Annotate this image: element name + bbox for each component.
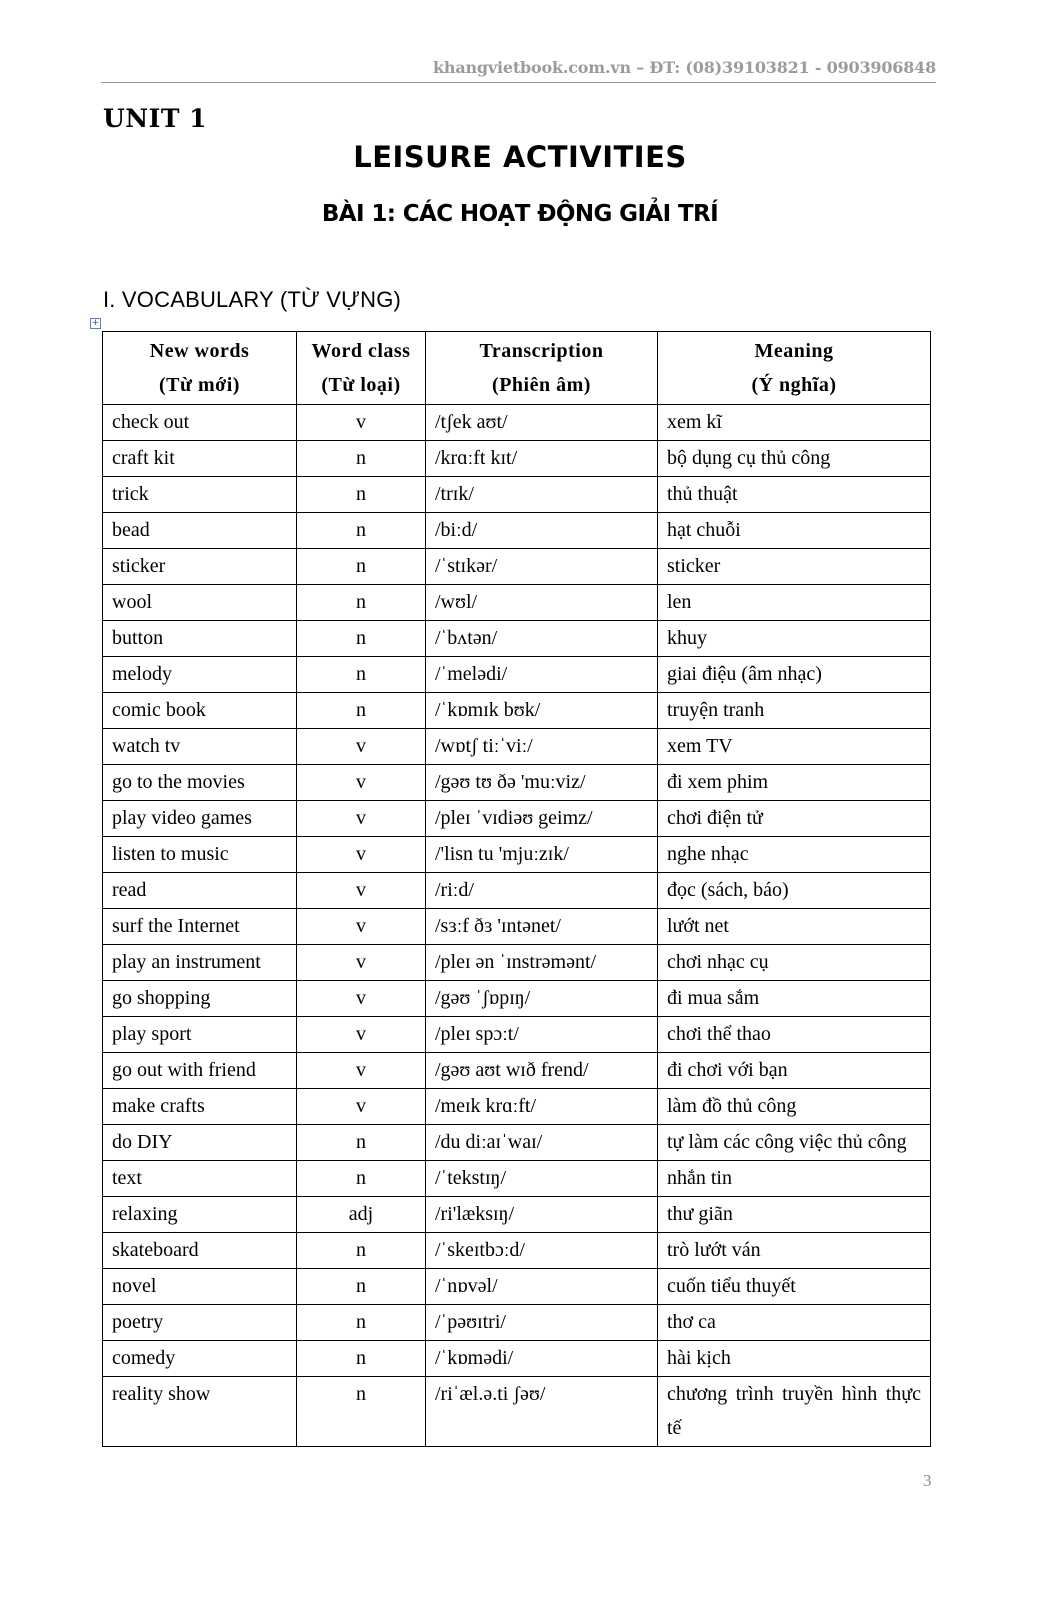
cell-transcription: /krɑːft kɪt/ bbox=[426, 441, 658, 477]
cell-transcription: /ˈpəʊɪtri/ bbox=[426, 1305, 658, 1341]
table-row bbox=[103, 693, 931, 729]
table-row bbox=[103, 1017, 931, 1053]
cell-word: sticker bbox=[103, 549, 297, 585]
cell-word: check out bbox=[103, 405, 297, 441]
cell-meaning: thủ thuật bbox=[658, 477, 931, 513]
table-row bbox=[103, 837, 931, 873]
cell-meaning: sticker bbox=[658, 549, 931, 585]
cell-transcription: /wʊl/ bbox=[426, 585, 658, 621]
cell-word-class: n bbox=[297, 1269, 426, 1305]
table-row bbox=[103, 1161, 931, 1197]
cell-word-class: adj bbox=[297, 1197, 426, 1233]
table-row bbox=[103, 1233, 931, 1269]
cell-meaning: thư giãn bbox=[658, 1197, 931, 1233]
page-header bbox=[101, 58, 936, 83]
cell-word-class: n bbox=[297, 693, 426, 729]
cell-transcription: /gəʊ tʊ ðə 'muːviz/ bbox=[426, 765, 658, 801]
cell-word: make crafts bbox=[103, 1089, 297, 1125]
cell-word-class: n bbox=[297, 1341, 426, 1377]
cell-word: wool bbox=[103, 585, 297, 621]
table-header-row bbox=[103, 332, 931, 405]
cell-meaning: khuy bbox=[658, 621, 931, 657]
cell-word-class: v bbox=[297, 945, 426, 981]
cell-word: reality show bbox=[103, 1377, 297, 1447]
table-row bbox=[103, 1341, 931, 1377]
cell-transcription: /'lisn tu 'mjuːzɪk/ bbox=[426, 837, 658, 873]
cell-word: comedy bbox=[103, 1341, 297, 1377]
cell-meaning: chơi nhạc cụ bbox=[658, 945, 931, 981]
cell-transcription: /ri'læksɪŋ/ bbox=[426, 1197, 658, 1233]
cell-transcription: /pleɪ ˈvɪdiəʊ geimz/ bbox=[426, 801, 658, 837]
cell-transcription: /ˈskeɪtbɔːd/ bbox=[426, 1233, 658, 1269]
cell-transcription: /gəʊ ˈʃɒpɪŋ/ bbox=[426, 981, 658, 1017]
cell-word-class: n bbox=[297, 477, 426, 513]
cell-transcription: /meɪk krɑːft/ bbox=[426, 1089, 658, 1125]
cell-meaning: truyện tranh bbox=[658, 693, 931, 729]
table-row bbox=[103, 1305, 931, 1341]
cell-meaning: trò lướt ván bbox=[658, 1233, 931, 1269]
cell-meaning: giai điệu (âm nhạc) bbox=[658, 657, 931, 693]
cell-meaning: thơ ca bbox=[658, 1305, 931, 1341]
cell-word: play sport bbox=[103, 1017, 297, 1053]
cell-word: skateboard bbox=[103, 1233, 297, 1269]
page-number: 3 bbox=[923, 1471, 932, 1490]
cell-transcription: /ˈmelədi/ bbox=[426, 657, 658, 693]
table-row bbox=[103, 513, 931, 549]
cell-word-class: n bbox=[297, 657, 426, 693]
cell-word: surf the Internet bbox=[103, 909, 297, 945]
table-row bbox=[103, 945, 931, 981]
cell-word-class: n bbox=[297, 441, 426, 477]
cell-word: comic book bbox=[103, 693, 297, 729]
cell-word: text bbox=[103, 1161, 297, 1197]
cell-transcription: /sɜːf ðɜ 'ɪntənet/ bbox=[426, 909, 658, 945]
table-row bbox=[103, 909, 931, 945]
cell-word-class: n bbox=[297, 621, 426, 657]
table-row bbox=[103, 441, 931, 477]
table-row bbox=[103, 873, 931, 909]
cell-meaning: đi chơi với bạn bbox=[658, 1053, 931, 1089]
table-row bbox=[103, 1053, 931, 1089]
table-row bbox=[103, 477, 931, 513]
cell-meaning: hạt chuỗi bbox=[658, 513, 931, 549]
cell-word-class: v bbox=[297, 1053, 426, 1089]
cell-word-class: n bbox=[297, 1233, 426, 1269]
cell-meaning: len bbox=[658, 585, 931, 621]
cell-word: go to the movies bbox=[103, 765, 297, 801]
cell-word-class: v bbox=[297, 1089, 426, 1125]
table-row bbox=[103, 1269, 931, 1305]
page-subtitle: BÀI 1: CÁC HOẠT ĐỘNG GIẢI TRÍ bbox=[321, 201, 719, 227]
cell-transcription: /ˈkɒmɪk bʊk/ bbox=[426, 693, 658, 729]
cell-word-class: v bbox=[297, 837, 426, 873]
cell-transcription: /pleɪ spɔːt/ bbox=[426, 1017, 658, 1053]
cell-word-class: v bbox=[297, 801, 426, 837]
cell-word: novel bbox=[103, 1269, 297, 1305]
cell-word-class: v bbox=[297, 1017, 426, 1053]
header-word-class: Word class (Từ loại) bbox=[297, 332, 426, 405]
cell-word-class: v bbox=[297, 405, 426, 441]
table-row bbox=[103, 765, 931, 801]
cell-transcription: /wɒtʃ tiːˈviː/ bbox=[426, 729, 658, 765]
table-row bbox=[103, 585, 931, 621]
unit-label: UNIT 1 bbox=[103, 104, 208, 133]
cell-word-class: n bbox=[297, 1125, 426, 1161]
cell-meaning: chương trình truyền hình thực tế bbox=[658, 1377, 931, 1447]
cell-meaning: chơi điện tử bbox=[658, 801, 931, 837]
cell-word-class: n bbox=[297, 1377, 426, 1447]
cell-meaning: hài kịch bbox=[658, 1341, 931, 1377]
cell-word-class: v bbox=[297, 765, 426, 801]
cell-transcription: /pleɪ ən ˈɪnstrəmənt/ bbox=[426, 945, 658, 981]
section-heading: I. VOCABULARY (TỪ VỰNG) bbox=[103, 287, 402, 312]
cell-meaning: xem kĩ bbox=[658, 405, 931, 441]
table-row bbox=[103, 549, 931, 585]
cell-transcription: /gəʊ aʊt wɪð frend/ bbox=[426, 1053, 658, 1089]
table-row bbox=[103, 405, 931, 441]
cell-transcription: /trɪk/ bbox=[426, 477, 658, 513]
cell-transcription: /ˈbʌtən/ bbox=[426, 621, 658, 657]
table-row bbox=[103, 1089, 931, 1125]
table-row bbox=[103, 657, 931, 693]
cell-transcription: /ˈstɪkər/ bbox=[426, 549, 658, 585]
cell-transcription: /riːd/ bbox=[426, 873, 658, 909]
table-row bbox=[103, 1125, 931, 1161]
cell-word-class: v bbox=[297, 909, 426, 945]
table-row bbox=[103, 801, 931, 837]
cell-meaning: tự làm các công việc thủ công bbox=[658, 1125, 931, 1161]
cell-word: play an instrument bbox=[103, 945, 297, 981]
cell-transcription: /biːd/ bbox=[426, 513, 658, 549]
table-row bbox=[103, 1377, 931, 1447]
cell-meaning: đi mua sắm bbox=[658, 981, 931, 1017]
cell-meaning: đi xem phim bbox=[658, 765, 931, 801]
cell-transcription: /ˈtekstɪŋ/ bbox=[426, 1161, 658, 1197]
cell-word-class: n bbox=[297, 513, 426, 549]
cell-word: do DIY bbox=[103, 1125, 297, 1161]
cell-word: go shopping bbox=[103, 981, 297, 1017]
cell-word-class: n bbox=[297, 1161, 426, 1197]
cell-word: go out with friend bbox=[103, 1053, 297, 1089]
table-row bbox=[103, 981, 931, 1017]
cell-word: listen to music bbox=[103, 837, 297, 873]
cell-meaning: nghe nhạc bbox=[658, 837, 931, 873]
cell-word: bead bbox=[103, 513, 297, 549]
table-row bbox=[103, 729, 931, 765]
cell-word-class: n bbox=[297, 1305, 426, 1341]
cell-word: watch tv bbox=[103, 729, 297, 765]
cell-word-class: v bbox=[297, 981, 426, 1017]
table-row bbox=[103, 621, 931, 657]
publisher-contact: khangvietbook.com.vn – ĐT: (08)39103821 - 0903906848 bbox=[433, 58, 936, 77]
cell-meaning: lướt net bbox=[658, 909, 931, 945]
cell-word-class: v bbox=[297, 873, 426, 909]
cell-word: read bbox=[103, 873, 297, 909]
cell-meaning: xem TV bbox=[658, 729, 931, 765]
cell-meaning: đọc (sách, báo) bbox=[658, 873, 931, 909]
cell-transcription: /riˈæl.ə.ti ʃəʊ/ bbox=[426, 1377, 658, 1447]
cell-word-class: n bbox=[297, 585, 426, 621]
cell-transcription: /ˈnɒvəl/ bbox=[426, 1269, 658, 1305]
header-new-words: New words (Từ mới) bbox=[103, 332, 297, 405]
cell-word: button bbox=[103, 621, 297, 657]
cell-word: trick bbox=[103, 477, 297, 513]
cell-word: play video games bbox=[103, 801, 297, 837]
table-move-handle-icon[interactable]: + bbox=[91, 318, 100, 328]
cell-word: poetry bbox=[103, 1305, 297, 1341]
header-meaning: Meaning (Ý nghĩa) bbox=[658, 332, 931, 405]
cell-transcription: /tʃek aʊt/ bbox=[426, 405, 658, 441]
header-transcription: Transcription (Phiên âm) bbox=[426, 332, 658, 405]
cell-meaning: cuốn tiểu thuyết bbox=[658, 1269, 931, 1305]
vocabulary-table bbox=[102, 331, 931, 1447]
cell-word: craft kit bbox=[103, 441, 297, 477]
cell-word: relaxing bbox=[103, 1197, 297, 1233]
cell-meaning: chơi thể thao bbox=[658, 1017, 931, 1053]
cell-meaning: làm đồ thủ công bbox=[658, 1089, 931, 1125]
cell-transcription: /du diːaɪˈwaɪ/ bbox=[426, 1125, 658, 1161]
cell-transcription: /ˈkɒmədi/ bbox=[426, 1341, 658, 1377]
page-title: LEISURE ACTIVITIES bbox=[353, 140, 687, 174]
table-row bbox=[103, 1197, 931, 1233]
cell-word-class: n bbox=[297, 549, 426, 585]
cell-meaning: nhắn tin bbox=[658, 1161, 931, 1197]
cell-word: melody bbox=[103, 657, 297, 693]
cell-meaning: bộ dụng cụ thủ công bbox=[658, 441, 931, 477]
cell-word-class: v bbox=[297, 729, 426, 765]
